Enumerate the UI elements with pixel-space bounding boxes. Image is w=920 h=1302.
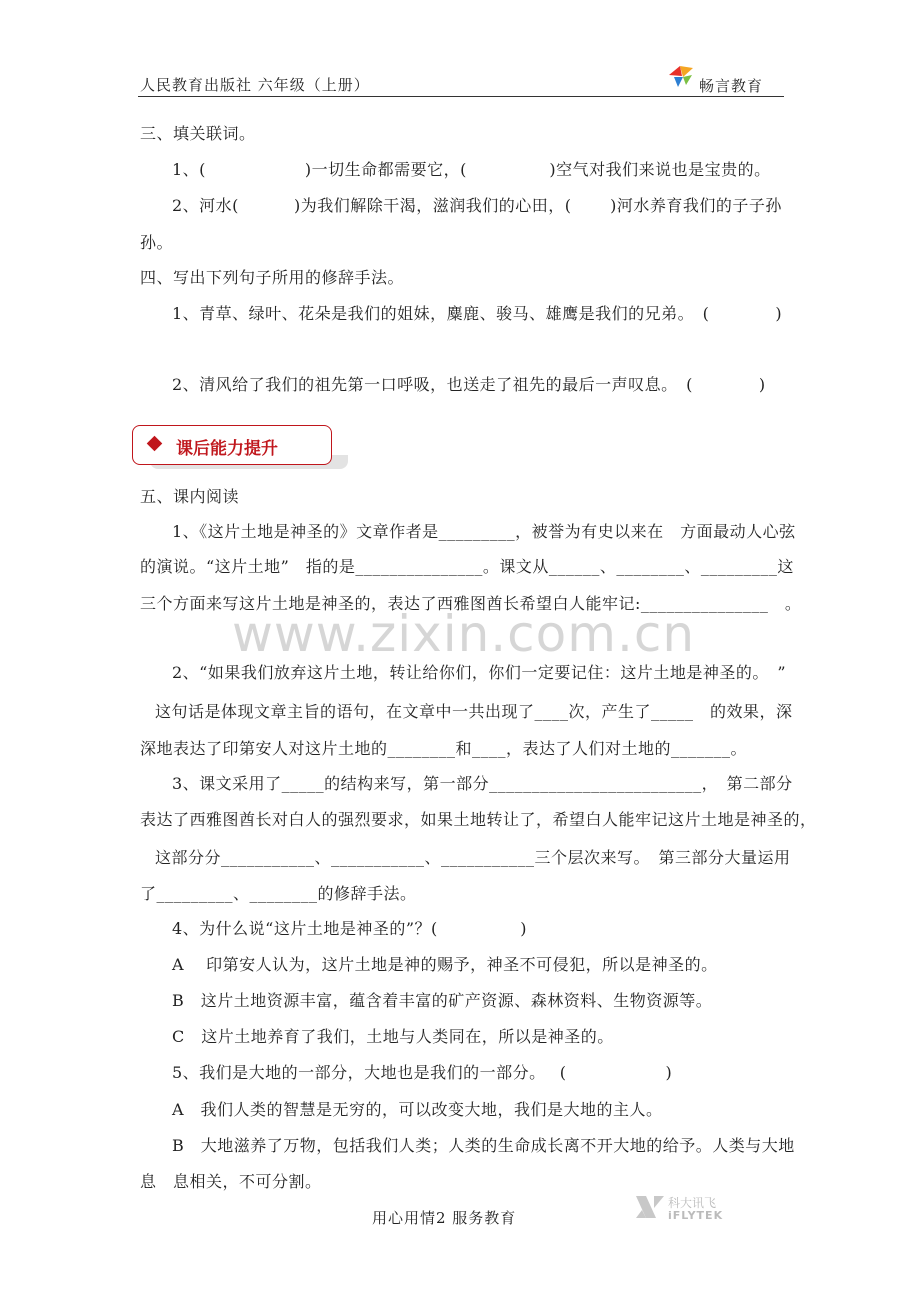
footer-text: 用心用情2 服务教育 bbox=[372, 1209, 517, 1227]
section5-title: 五、课内阅读 bbox=[140, 487, 240, 506]
section5-q4-option-a: A 印第安人认为，这片土地是神的赐予，神圣不可侵犯，所以是神圣的。 bbox=[172, 955, 718, 974]
section5-q3-l1: 3、课文采用了_____的结构来写，第一部分_________________________， 第二部分 bbox=[172, 774, 793, 793]
section5-q4-option-c: C 这片土地养育了我们，土地与人类同在，所以是神圣的。 bbox=[172, 1027, 614, 1046]
header-publisher: 人民教育出版社 六年级（上册） bbox=[140, 76, 370, 94]
section5-q4-option-b: B 这片土地资源丰富，蕴含着丰富的矿产资源、森林资料、生物资源等。 bbox=[172, 991, 713, 1010]
section5-q2-l2: 这句话是体现文章主旨的语句，在文章中一共出现了____次，产生了_____ 的效果，深 bbox=[155, 702, 793, 721]
section3-q1: 1、( )一切生命都需要它，( )空气对我们来说也是宝贵的。 bbox=[172, 160, 771, 179]
section3-q2-line1: 2、河水( )为我们解除干渴，滋润我们的心田，( )河水养育我们的子子孙 bbox=[172, 196, 782, 215]
header-divider bbox=[138, 96, 784, 97]
section5-q5-option-b-l2: 息 息相关，不可分割。 bbox=[140, 1172, 322, 1191]
section5-q3-l2: 表达了西雅图酋长对白人的强烈要求，如果土地转让了，希望白人能牢记这片土地是神圣的， bbox=[140, 810, 817, 829]
section3-q2-line2: 孙。 bbox=[140, 233, 174, 252]
section5-q1-l1: 1、《这片土地是神圣的》文章作者是_________，被誉为有史以来在 方面最动人心弦 bbox=[172, 522, 796, 541]
section5-q5: 5、我们是大地的一部分，大地也是我们的一部分。 ( ) bbox=[172, 1063, 673, 1082]
section5-q1-l2: 的演说。“这片土地” 指的是_______________。课文从______、________、_________这 bbox=[140, 557, 794, 576]
section5-q5-option-a: A 我们人类的智慧是无穷的，可以改变大地，我们是大地的主人。 bbox=[172, 1100, 663, 1119]
section5-q4: 4、为什么说“这片土地是神圣的”？( ) bbox=[172, 919, 528, 938]
section5-q5-option-b-l1: B 大地滋养了万物，包括我们人类；人类的生命成长离不开大地的给予。人类与大地 bbox=[172, 1136, 795, 1155]
watermark: www.zixin.com.cn bbox=[232, 605, 696, 663]
section5-q1-l3: 三个方面来写这片土地是神圣的，表达了西雅图酋长希望白人能牢记:_______________ 。 bbox=[140, 594, 802, 613]
section5-q3-l4: 了_________、________的修辞手法。 bbox=[140, 884, 417, 903]
header-brand: 畅言教育 bbox=[699, 77, 764, 95]
footer-logo-en: iFLYTEK bbox=[668, 1209, 724, 1222]
brand-logo-icon bbox=[666, 63, 696, 89]
iflytek-logo-icon bbox=[634, 1192, 666, 1222]
section4-q1: 1、青草、绿叶、花朵是我们的姐妹，麋鹿、骏马、雄鹰是我们的兄弟。 ( ) bbox=[172, 304, 783, 323]
section4-title: 四、写出下列句子所用的修辞手法。 bbox=[140, 268, 405, 287]
section5-q3-l3: 这部分分___________、___________、___________三个层次来写。 第三部分大量运用 bbox=[155, 848, 791, 867]
footer-logo-cn: 科大讯飞 bbox=[668, 1196, 717, 1210]
section5-q2-l1: 2、“如果我们放弃这片土地，转让给你们，你们一定要记住：这片土地是神圣的。 ” bbox=[172, 663, 787, 682]
section4-q2: 2、清风给了我们的祖先第一口呼吸，也送走了祖先的最后一声叹息。 ( ) bbox=[172, 375, 766, 394]
callout-label: 课后能力提升 bbox=[176, 439, 278, 459]
section5-q2-l3: 深地表达了印第安人对这片土地的________和____，表达了人们对土地的_______。 bbox=[140, 739, 748, 758]
section3-title: 三、填关联词。 bbox=[140, 124, 256, 143]
